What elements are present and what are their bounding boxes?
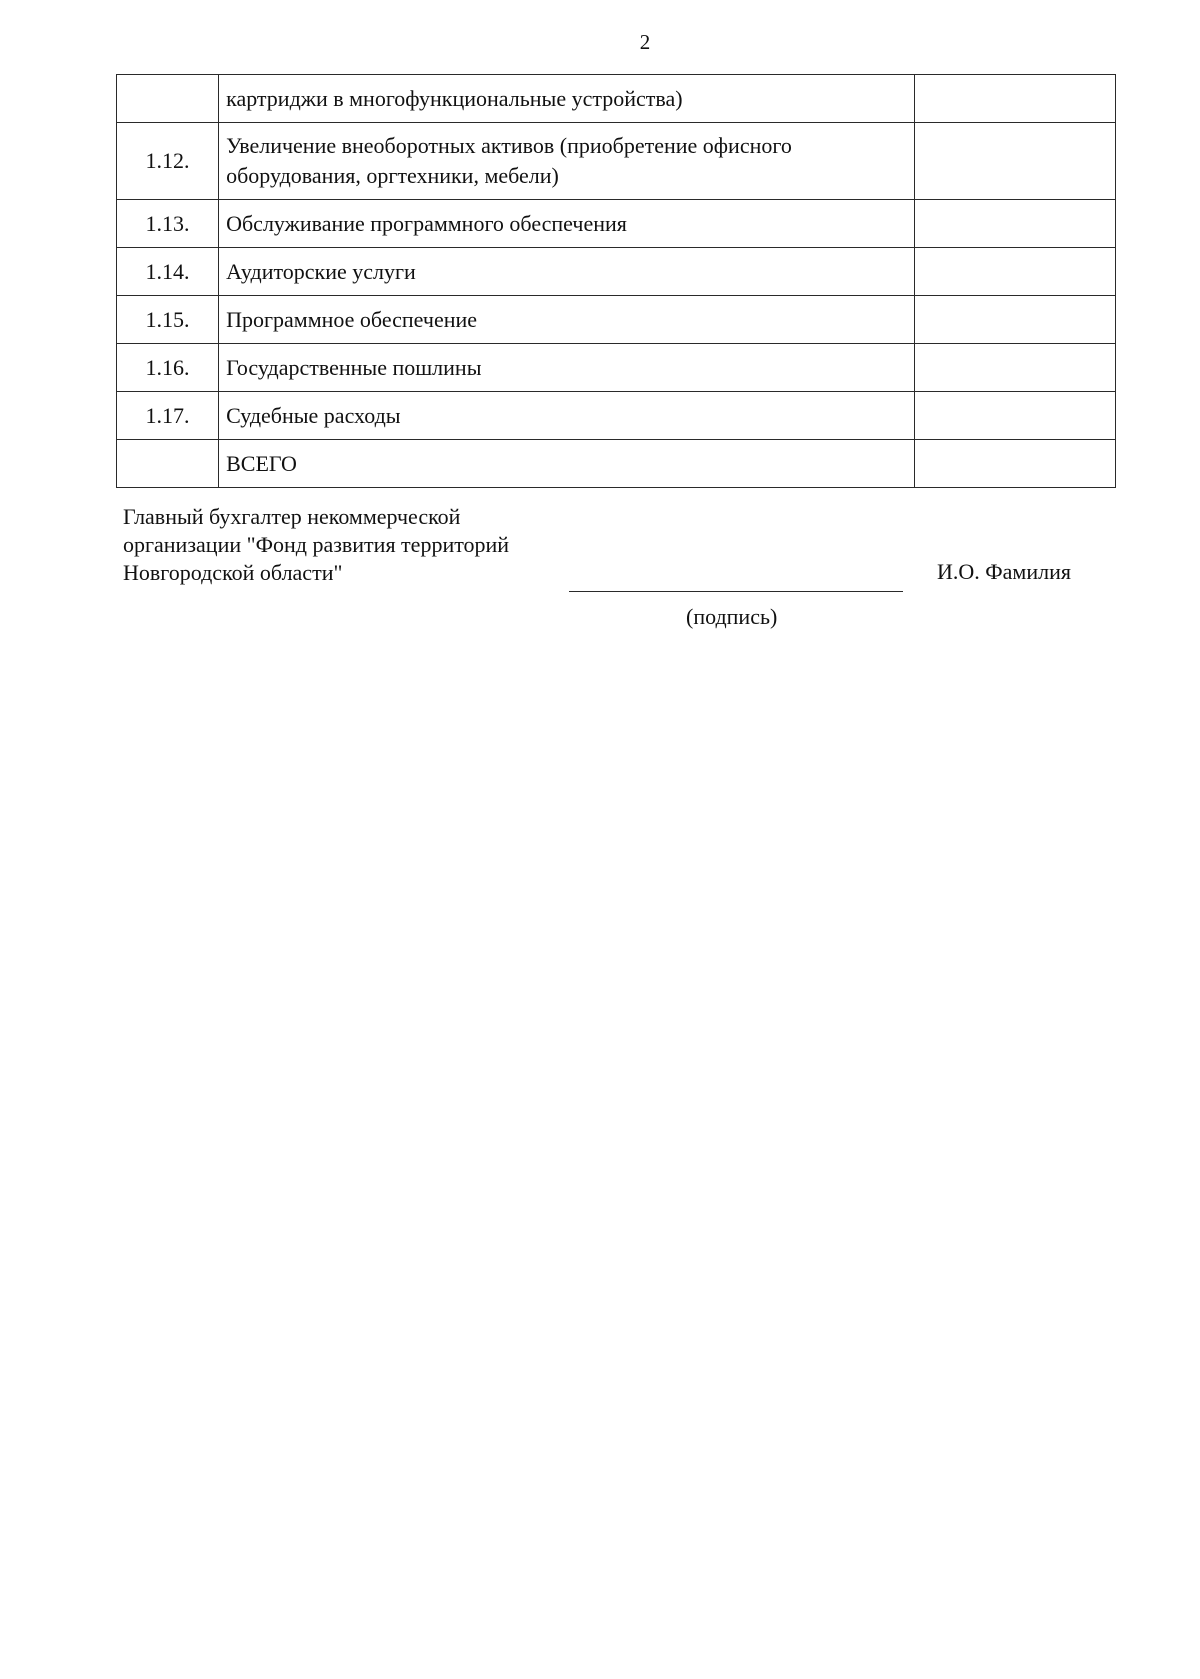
row-amount-cell [914, 344, 1115, 392]
row-name-cell: Обслуживание программного обеспечения [219, 200, 915, 248]
table-row [117, 248, 1116, 296]
table-row [117, 123, 1116, 200]
signer-name: И.О. Фамилия [937, 559, 1071, 584]
total-label-cell: ВСЕГО [219, 440, 915, 488]
total-row [117, 440, 1116, 488]
signer-position-line: Новгородской области" [123, 560, 343, 585]
row-number-cell [117, 75, 219, 123]
table-row [117, 75, 1116, 123]
row-number-cell: 1.16. [117, 344, 219, 392]
row-number-cell: 1.14. [117, 248, 219, 296]
signature-caption: (подпись) [686, 604, 778, 629]
row-name-cell: Увеличение внеоборотных активов (приобретение офисного оборудования, оргтехники, мебели) [219, 123, 915, 200]
row-number-cell: 1.12. [117, 123, 219, 200]
row-amount-cell [914, 123, 1115, 200]
row-name-cell: Государственные пошлины [219, 344, 915, 392]
row-name-cell: Программное обеспечение [219, 296, 915, 344]
row-amount-cell [914, 200, 1115, 248]
row-name-cell: Судебные расходы [219, 392, 915, 440]
row-amount-cell [914, 75, 1115, 123]
signer-position-line: организации "Фонд развития территорий [123, 532, 510, 557]
row-amount-cell [914, 296, 1115, 344]
row-amount-cell [914, 392, 1115, 440]
table-row [117, 200, 1116, 248]
budget-table [116, 74, 1116, 488]
table-row [117, 296, 1116, 344]
row-name-cell: Аудиторские услуги [219, 248, 915, 296]
row-number-cell: 1.13. [117, 200, 219, 248]
signer-position-line: Главный бухгалтер некоммерческой [123, 504, 461, 529]
row-number-cell: 1.15. [117, 296, 219, 344]
row-name-cell: картриджи в многофункциональные устройства) [219, 75, 915, 123]
page-number: 2 [639, 30, 651, 54]
row-number-cell [117, 440, 219, 488]
signature-line [569, 591, 903, 592]
signer-position [123, 503, 509, 587]
total-amount-cell [914, 440, 1115, 488]
row-number-cell: 1.17. [117, 392, 219, 440]
row-amount-cell [914, 248, 1115, 296]
table-row [117, 392, 1116, 440]
table-row [117, 344, 1116, 392]
